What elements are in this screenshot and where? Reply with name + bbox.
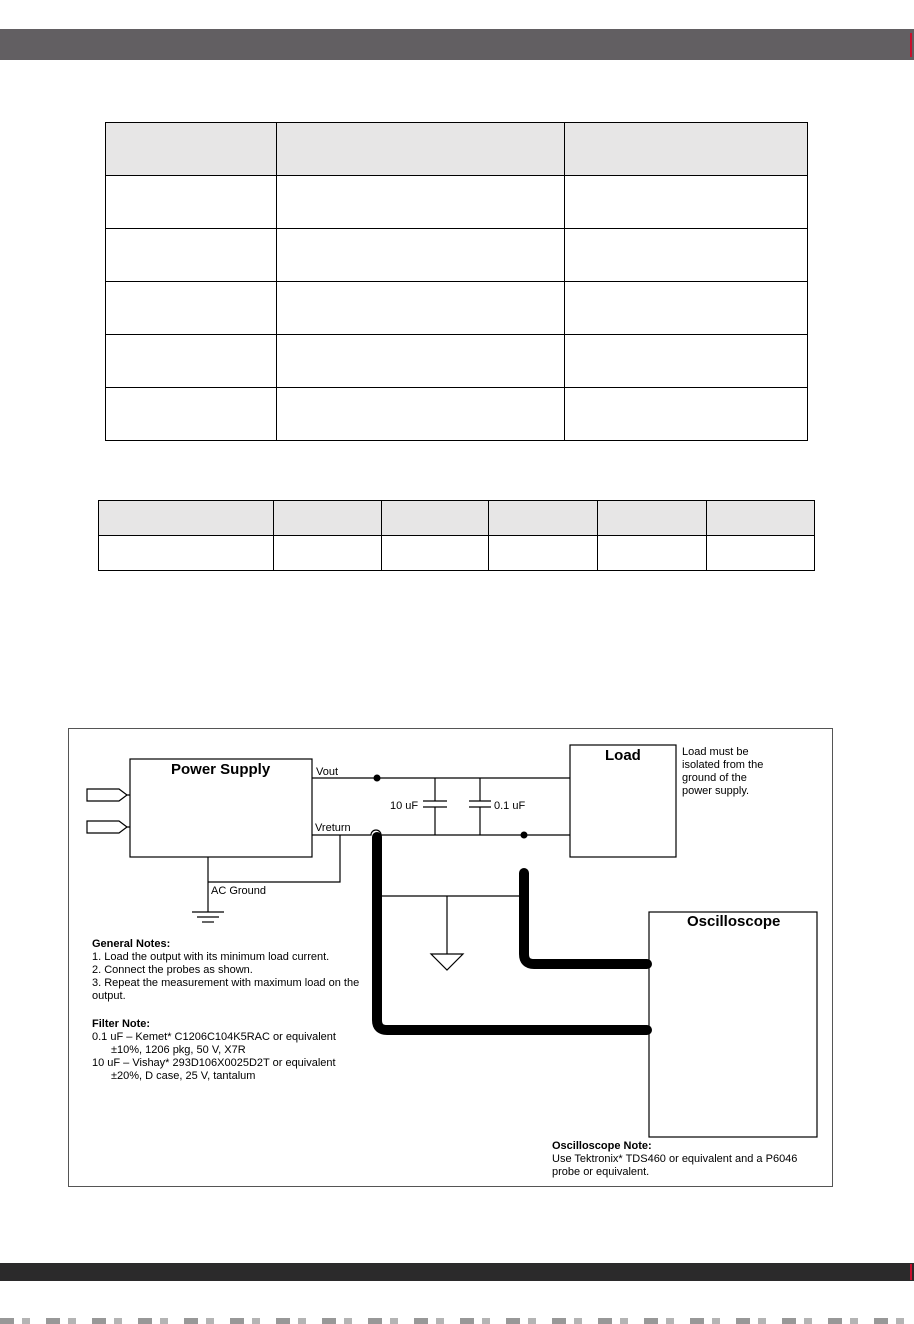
load-note-line: ground of the — [682, 772, 747, 784]
oscilloscope-note-line: probe or equivalent. — [552, 1166, 650, 1178]
table-cell — [707, 501, 815, 536]
general-notes-line: 1. Load the output with its minimum load current. — [92, 951, 330, 963]
vreturn-line — [312, 830, 570, 835]
table-cell — [276, 388, 564, 441]
footer-text-strip — [0, 1318, 914, 1324]
table-row — [106, 229, 808, 282]
table-cell — [276, 335, 564, 388]
table-cell — [99, 501, 274, 536]
general-notes-line: output. — [92, 990, 126, 1002]
table-cell — [106, 176, 277, 229]
oscilloscope-note-line: Use Tektronix* TDS460 or equivalent and a P6046 — [552, 1153, 798, 1165]
table-cell — [598, 501, 707, 536]
table-cell — [564, 335, 807, 388]
table-cell — [489, 536, 598, 571]
table-cell — [106, 388, 277, 441]
table-cell — [106, 123, 277, 176]
table-cell — [707, 536, 815, 571]
vreturn-label: Vreturn — [315, 822, 351, 834]
oscilloscope-box — [649, 912, 817, 1137]
load-note — [682, 746, 763, 798]
table-row — [106, 176, 808, 229]
table-cell — [564, 282, 807, 335]
filter-note-line: 0.1 uF – Kemet* C1206C104K5RAC or equivalent — [92, 1031, 336, 1043]
vout-label: Vout — [316, 766, 339, 778]
capacitor-01uf-label: 0.1 uF — [494, 800, 526, 812]
table-cell — [276, 282, 564, 335]
load-label: Load — [605, 747, 641, 764]
footer-bar — [0, 1263, 914, 1281]
table-row — [106, 282, 808, 335]
filter-note-heading: Filter Note: — [92, 1018, 151, 1030]
table-cell — [106, 229, 277, 282]
input-terminal-top — [87, 789, 130, 801]
table-cell — [381, 536, 489, 571]
table-cell — [276, 229, 564, 282]
table-cell — [273, 501, 381, 536]
table-row — [99, 536, 815, 571]
filter-note-line: ±10%, 1206 pkg, 50 V, X7R — [111, 1044, 246, 1056]
table-cell — [276, 123, 564, 176]
load-note-line: isolated from the — [682, 759, 764, 771]
probe-cable-vreturn — [524, 873, 647, 964]
power-supply-label: Power Supply — [171, 761, 271, 778]
spec-table — [105, 122, 808, 441]
general-notes-line: 3. Repeat the measurement with maximum load on the — [92, 977, 360, 989]
table-cell — [598, 536, 707, 571]
load-note-line: power supply. — [682, 785, 750, 797]
measurement-table — [98, 500, 815, 571]
table-cell — [489, 501, 598, 536]
oscilloscope-label: Oscilloscope — [687, 913, 781, 930]
table-cell — [99, 536, 274, 571]
table-cell — [564, 176, 807, 229]
measurement-table-header-row — [99, 501, 815, 536]
table-cell — [564, 388, 807, 441]
spec-table-header-row — [106, 123, 808, 176]
table-cell — [381, 501, 489, 536]
table-cell — [273, 536, 381, 571]
oscilloscope-note — [552, 1140, 797, 1179]
table-cell — [106, 282, 277, 335]
filter-note-line: ±20%, D case, 25 V, tantalum — [111, 1070, 256, 1082]
general-notes — [92, 938, 359, 1003]
table-row — [106, 335, 808, 388]
load-note-line: Load must be — [682, 746, 749, 758]
general-notes-line: 2. Connect the probes as shown. — [92, 964, 253, 976]
header-bar — [0, 29, 914, 60]
ac-ground-label: AC Ground — [211, 885, 267, 897]
table-row — [106, 388, 808, 441]
oscilloscope-note-heading: Oscilloscope Note: — [552, 1140, 652, 1152]
general-notes-heading: General Notes: — [92, 938, 171, 950]
table-cell — [564, 229, 807, 282]
input-terminal-bottom — [87, 821, 130, 833]
header-accent-stripe — [910, 33, 912, 57]
table-cell — [106, 335, 277, 388]
filter-note-line: 10 uF – Vishay* 293D106X0025D2T or equivalent — [92, 1057, 336, 1069]
probe-cable-vout — [377, 837, 647, 1030]
footer-accent-stripe — [910, 1264, 912, 1280]
ripple-test-setup-figure — [68, 728, 833, 1187]
filter-note — [92, 1018, 336, 1083]
capacitor-10uf-label: 10 uF — [390, 800, 419, 812]
table-cell — [276, 176, 564, 229]
table-cell — [564, 123, 807, 176]
